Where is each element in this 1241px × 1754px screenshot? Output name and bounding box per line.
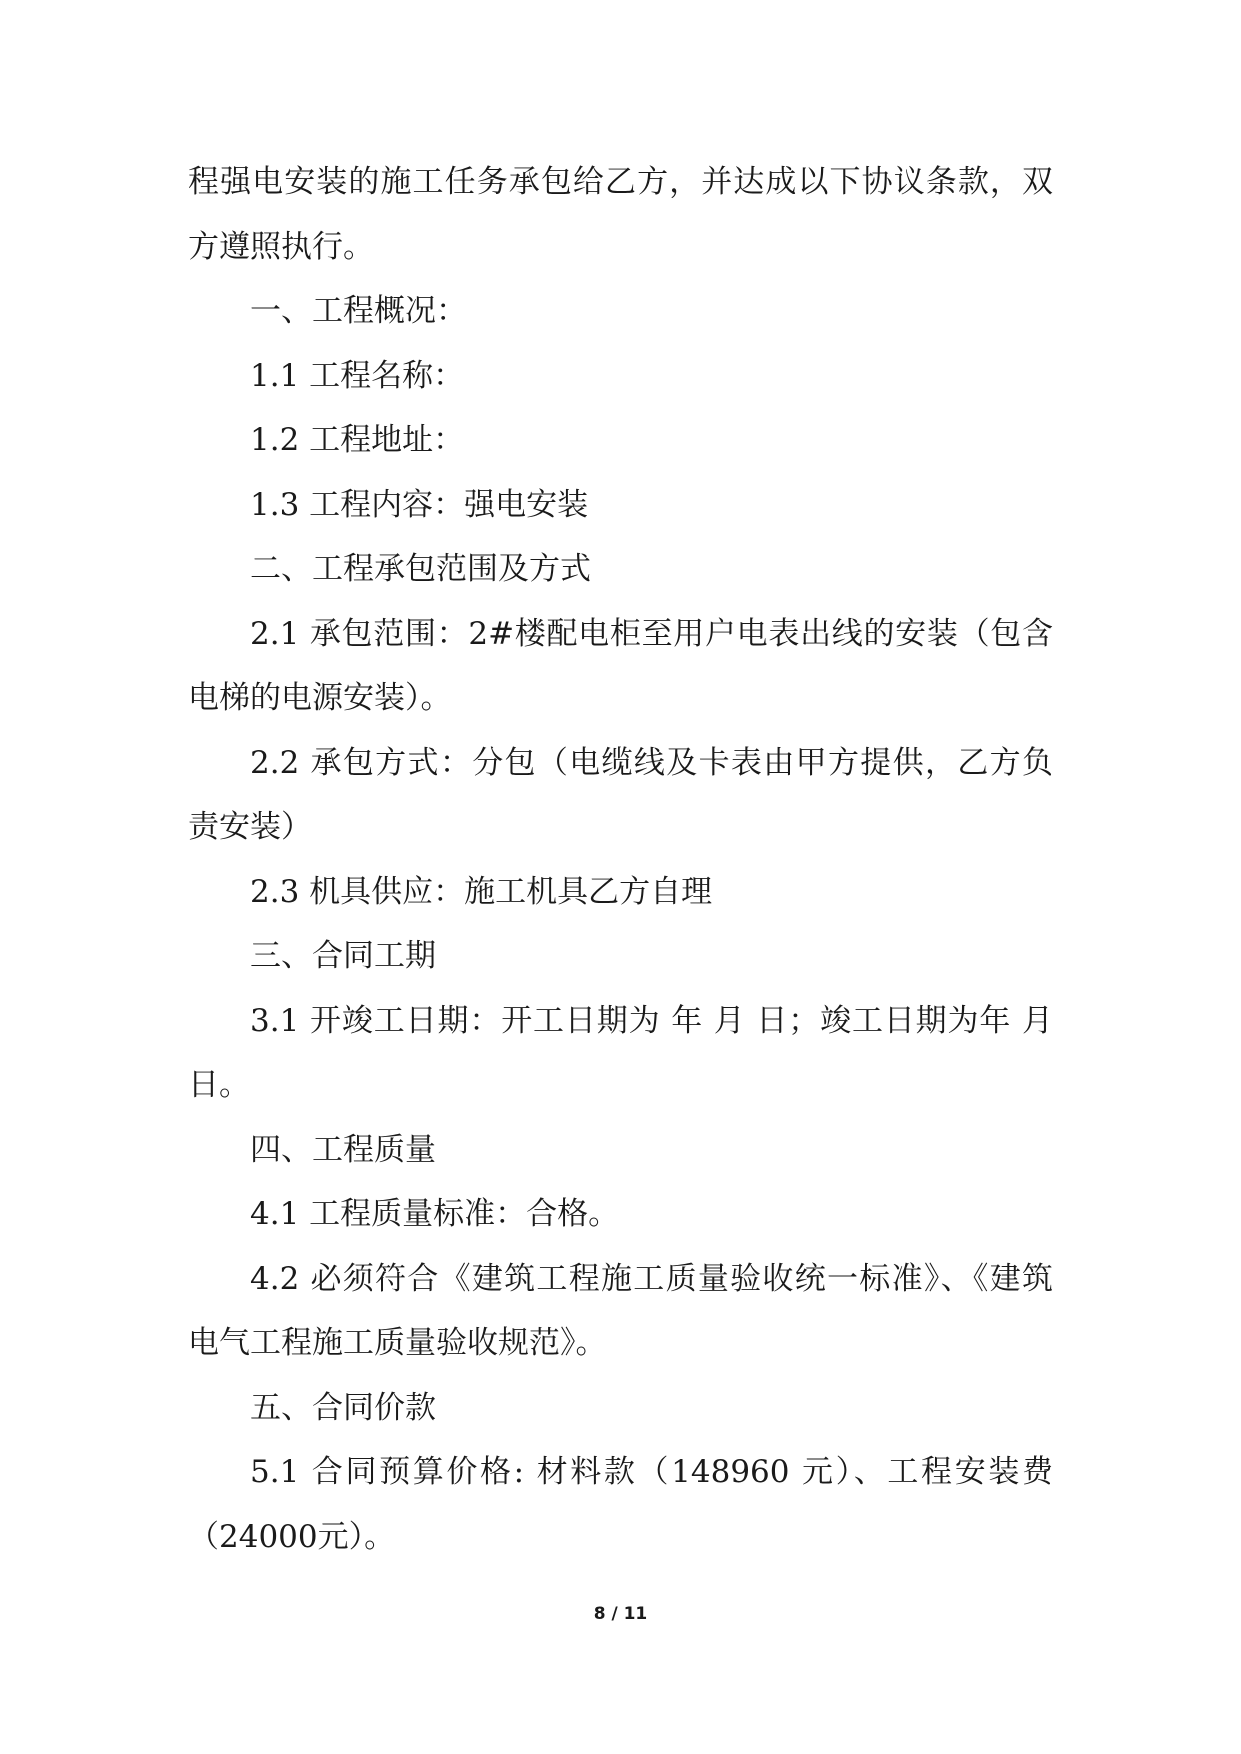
section-heading-scope-and-method: 二、工程承包范围及方式 (250, 551, 591, 587)
clause-1-1-project-name: 1.1 工程名称： (250, 357, 465, 394)
page-number: 8 / 11 (593, 1604, 648, 1624)
clause-2-3-equipment-supply: 2.3 机具供应：施工机具乙方自理 (250, 873, 713, 910)
section-heading-contract-price: 五、合同价款 (250, 1389, 436, 1426)
document-body (188, 150, 1053, 1569)
section-heading-quality: 四、工程质量 (250, 1131, 436, 1168)
clause-2-2-contract-method: 2.2 承包方式：分包（电缆线及卡表由甲方提供，乙方负责安装） (188, 744, 1053, 845)
paragraph-intro-continuation: 程强电安装的施工任务承包给乙方，并达成以下协议条款，双方遵照执行。 (188, 164, 1053, 265)
clause-4-2-compliance: 4.2 必须符合《建筑工程施工质量验收统一标准》、《建筑电气工程施工质量验收规范》。 (188, 1260, 1053, 1361)
clause-3-1-start-end-dates: 3.1 开竣工日期：开工日期为 年 月 日；竣工日期为年 月日。 (188, 1002, 1053, 1103)
clause-2-1-contract-scope: 2.1 承包范围：2#楼配电柜至用户电表出线的安装（包含电梯的电源安装）。 (188, 615, 1053, 716)
clause-1-2-project-address: 1.2 工程地址： (250, 422, 465, 458)
clause-5-1-budget-price: 5.1 合同预算价格: 材料款（148960 元）、工程安装费（24000元）。 (188, 1454, 1053, 1555)
section-heading-project-overview: 一、工程概况： (250, 293, 467, 329)
clause-4-1-quality-standard: 4.1 工程质量标准：合格。 (250, 1196, 620, 1232)
clause-1-3-project-content: 1.3 工程内容：强电安装 (250, 486, 589, 523)
section-heading-contract-period: 三、合同工期 (250, 938, 436, 974)
